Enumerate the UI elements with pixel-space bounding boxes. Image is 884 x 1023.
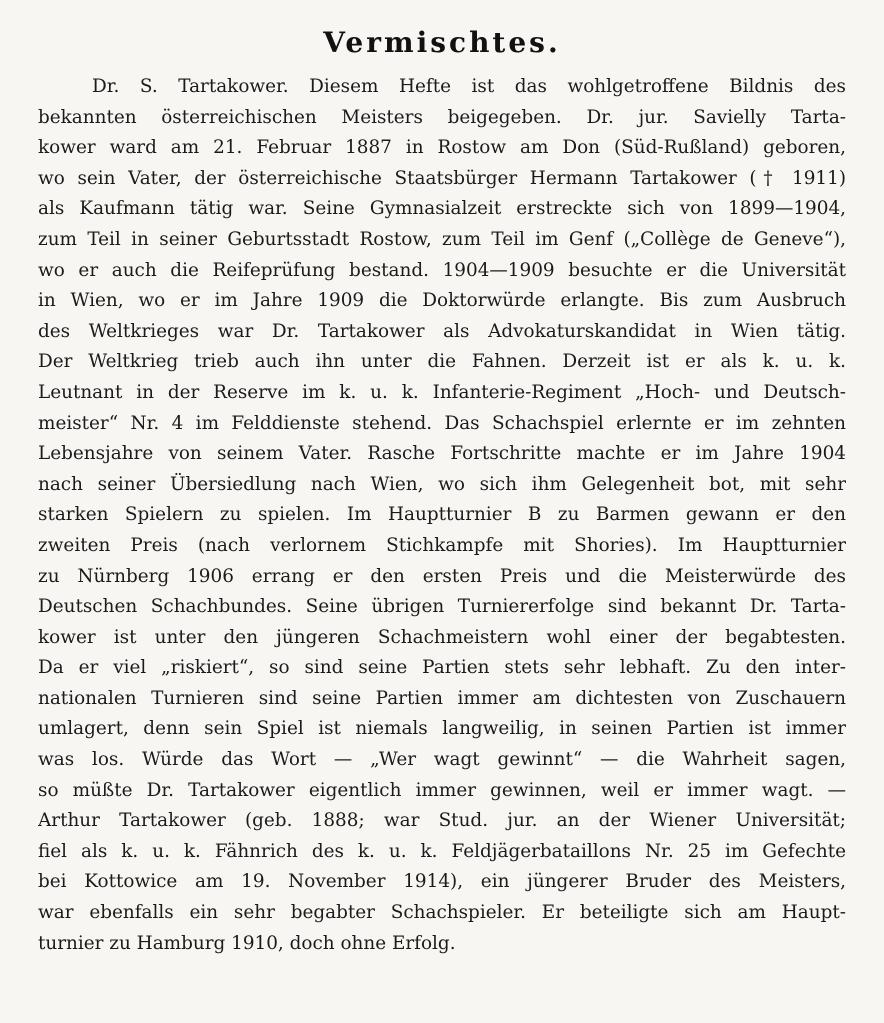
text-line: starken Spielern zu spielen. Im Hauptturnier B zu Barmen gewann er den <box>38 504 846 526</box>
text-line: was los. Würde das Wort — „Wer wagt gewinnt“ — die Wahrheit sagen, <box>38 749 846 771</box>
text-line: Arthur Tartakower (geb. 1888; war Stud. jur. an der Wiener Universität; <box>38 810 846 832</box>
text-line: umlagert, denn sein Spiel ist niemals langweilig, in seinen Partien ist immer <box>38 718 846 740</box>
text-line: Lebensjahre von seinem Vater. Rasche Fortschritte machte er im Jahre 1904 <box>38 443 846 465</box>
article-body <box>38 72 846 959</box>
text-line: wo er auch die Reifeprüfung bestand. 1904—1909 besuchte er die Universität <box>38 259 846 281</box>
text-line: zu Nürnberg 1906 errang er den ersten Preis und die Meisterwürde des <box>38 565 846 587</box>
text-line: zweiten Preis (nach verlornem Stichkampfe mit Shories). Im Hauptturnier <box>38 534 846 556</box>
text-line: bekannten österreichischen Meisters beigegeben. Dr. jur. Savielly Tarta- <box>38 106 846 128</box>
text-line: bei Kottowice am 19. November 1914), ein jüngerer Bruder des Meisters, <box>38 871 846 893</box>
text-line: turnier zu Hamburg 1910, doch ohne Erfolg. <box>38 932 456 954</box>
text-line: wo sein Vater, der österreichische Staatsbürger Hermann Tartakower († 1911) <box>38 167 846 189</box>
text-line: meister“ Nr. 4 im Felddienste stehend. Das Schachspiel erlernte er im zehnten <box>38 412 846 434</box>
text-line: in Wien, wo er im Jahre 1909 die Doktorwürde erlangte. Bis zum Ausbruch <box>38 290 846 312</box>
text-line: Leutnant in der Reserve im k. u. k. Infanterie-Regiment „Hoch- und Deutsch- <box>38 381 846 403</box>
text-line: war ebenfalls ein sehr begabter Schachspieler. Er beteiligte sich am Haupt- <box>38 902 846 924</box>
text-line: Dr. S. Tartakower. Diesem Hefte ist das wohlgetroffene Bildnis des <box>92 76 846 97</box>
text-line: so müßte Dr. Tartakower eigentlich immer gewinnen, weil er immer wagt. — <box>38 779 846 801</box>
text-line: zum Teil in seiner Geburtsstadt Rostow, zum Teil im Genf („Collège de Geneve“), <box>38 228 846 250</box>
text-line: Deutschen Schachbundes. Seine übrigen Turniererfolge sind bekannt Dr. Tarta- <box>38 596 846 618</box>
text-line: als Kaufmann tätig war. Seine Gymnasialzeit erstreckte sich von 1899—1904, <box>38 198 846 220</box>
text-line: fiel als k. u. k. Fähnrich des k. u. k. Feldjägerbataillons Nr. 25 im Gefechte <box>38 840 846 862</box>
text-line: nach seiner Übersiedlung nach Wien, wo sich ihm Gelegenheit bot, mit sehr <box>38 473 846 495</box>
text-line: nationalen Turnieren sind seine Partien immer am dichtesten von Zuschauern <box>38 687 846 709</box>
text-line: kower ward am 21. Februar 1887 in Rostow am Don (Süd-Rußland) geboren, <box>38 137 846 159</box>
text-line: Da er viel „riskiert“, so sind seine Partien stets sehr lebhaft. Zu den inter- <box>38 657 846 679</box>
page-title: Vermischtes. <box>323 26 561 59</box>
text-line: des Weltkrieges war Dr. Tartakower als Advokaturskandidat in Wien tätig. <box>38 320 846 342</box>
text-line: kower ist unter den jüngeren Schachmeistern wohl einer der begabtesten. <box>38 626 846 648</box>
text-line: Der Weltkrieg trieb auch ihn unter die Fahnen. Derzeit ist er als k. u. k. <box>38 351 846 373</box>
